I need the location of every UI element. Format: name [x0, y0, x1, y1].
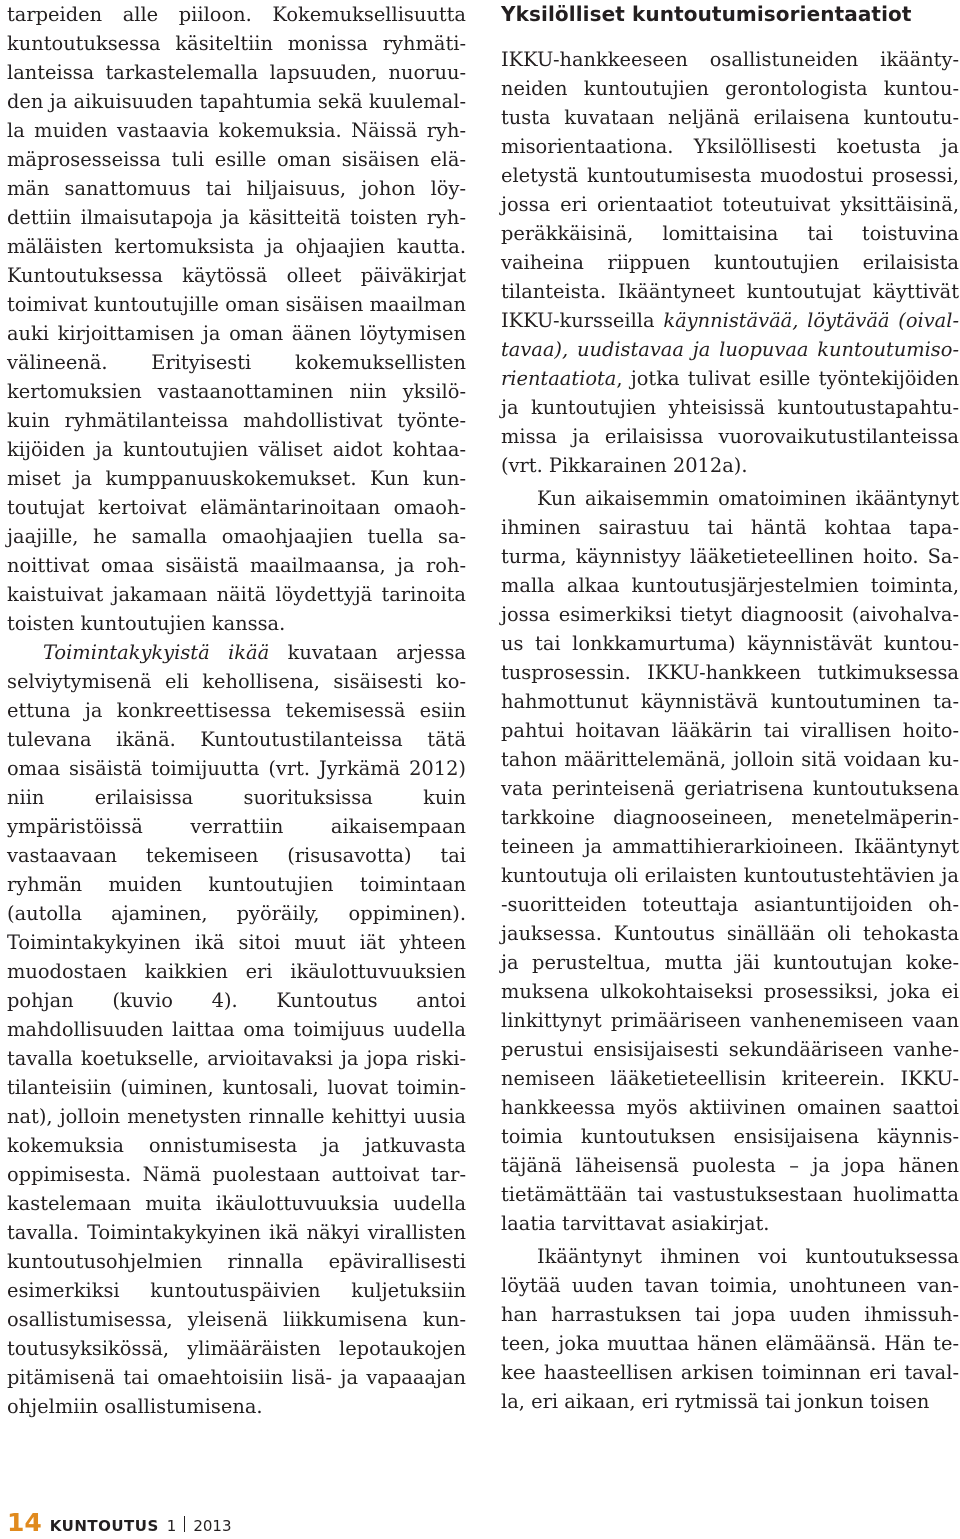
left-paragraph-1-text: tarpeiden alle piiloon. Kokemuksellisuutta kuntoutuksessa käsiteltiin monissa ryhmätilanteissa tarkastelemalla lapsuuden, nuoruuden ja aikuisuuden tapahtumia sekä kuulemalla muiden vastaavia kokemuksia. Näissä ryhmäprosesseissa tuli esille oman sisäisen elämän sanattomuus tai hiljaisuus, johon löydettiin ilmaisutapoja ja käsitteitä toisten ryhmäläisten kertomuksista ja ohjaajien kautta. Kuntoutuksessa käytössä olleet päiväkirjat toimivat kuntoutujille oman sisäisen maailman auki kirjoittamisen ja oman äänen löytymisen välineenä. Erityisesti kokemuksellisten kertomuksien vastaanottaminen niin yksilökuin ryhmätilanteissa mahdollistivat työntekijöiden ja kuntoutujien väliset aidot kohtaamiset ja kumppanuuskokemukset. Kun kuntoutujat kertoivat elämäntarinoitaan omaohjaajille, he samalla omaohjaajien tuella sanoittivat omaa sisäistä maailmaansa, ja rohkaistuivat jakamaan näitä löydettyjä tarinoita toisten kuntoutujien kanssa.	[7, 3, 466, 635]
right-paragraph-1	[501, 45, 959, 480]
right-paragraph-1-text-b: , jotka tulivat esille työntekijöiden ja kuntoutujien yhteisissä kuntoutustapahtumissa ja erilaisissa vuorovaikutustilanteissa (vrt. Pikkarainen 2012a).	[501, 367, 959, 477]
page-footer	[7, 1508, 232, 1536]
left-column	[7, 0, 466, 1421]
right-paragraph-2: Kun aikaisemmin omatoiminen ikääntynyt ihminen sairastuu tai häntä kohtaa tapaturma, käynnistyy lääketieteellinen hoito. Samalla alkaa kuntoutusjärjestelmien toiminta, jossa esimerkiksi tietyt diagnoosit (aivohalvaus tai lonkkamurtuma) käynnistävät kuntoutusprosessin. IKKU-hankkeen tutkimuksessa hahmottunut käynnistävä kuntoutuminen tapahtui hoitavan lääkärin tai virallisen hoitotahon määrittelemänä, jolloin sitä voidaan kuvata perinteisenä geriatrisena kuntoutuksena tarkkoine diagnooseineen, menetelmäperinteineen ja ammattihierarkioineen. Ikääntynyt kuntoutuja oli erilaisten kuntoutustehtävien ja -suoritteiden toteuttaja asiantuntijoiden ohjauksessa. Kuntoutus sinällään oli tehokasta ja perusteltua, mutta jäi kuntoutujan kokemuksena ulkokohtaiseksi prosessiksi, joka ei linkittynyt primääriseen vanhenemiseen vaan perustui ensisijaisesti sekundääriseen vanhenemiseen lääketieteellisin kriteerein. IKKU-hankkeessa myös aktiivinen omainen saattoi toimia kuntoutuksen ensisijaisena käynnistäjänä läheisensä puolesta – ja jopa hänen tietämättään tai vastustuksestaan huolimatta laatia tarvittavat asiakirjat.	[501, 487, 959, 1235]
right-paragraph-1-italic: käynnistävää, löytävää (oivaltavaa), uudistavaa ja luopuvaa kuntoutumisorientaatiota	[501, 309, 959, 390]
left-paragraph-2-italic: Toimintakykyistä ikää	[43, 641, 270, 664]
page-number: 14	[7, 1508, 42, 1537]
issue-number: 1	[166, 1517, 177, 1535]
right-paragraph-1-text-a: IKKU-hankkeeseen osallistuneiden ikääntyneiden kuntoutujien gerontologista kuntoutusta kuvataan neljänä erilaisena kuntoutumisorientaationa. Yksilöllisesti koetusta ja eletystä kuntoutumisesta muodostui prosessi, jossa eri orientaatiot toteutuivat yksittäisinä, peräkkäisinä, lomittaisina tai toistuvina vaiheina riippuen kuntoutujien erilaisista tilanteista. Ikääntyneet kuntoutujat käyttivät IKKU-kursseilla	[501, 48, 959, 332]
section-heading: Yksilölliset kuntoutumisorientaatiot	[501, 2, 912, 26]
journal-name: KUNTOUTUS	[49, 1517, 159, 1535]
issue-year: 2013	[193, 1517, 232, 1535]
right-column	[501, 0, 959, 1416]
left-paragraph-1	[7, 0, 466, 638]
footer-divider	[184, 1516, 185, 1532]
left-paragraph-2-text: kuvataan arjessa selviytymisenä eli kehollisena, sisäisesti koettuna ja konkreettisessa tekemisessä esiin tulevana ikänä. Kuntoutustilanteissa tätä omaa sisäistä toimijuutta (vrt. Jyrkämä 2012) niin erilaisissa suorituksissa kuin ympäristöissä verrattiin aikaisempaan vastaavaan tekemiseen (risusavotta) tai ryhmän muiden kuntoutujien toimintaan (autolla ajaminen, pyöräily, oppiminen). Toimintakykyinen ikä sitoi muut iät yhteen muodostaen kaikkien eri ikäulottuvuuksien pohjan (kuvio 4). Kuntoutus antoi mahdollisuuden laittaa oma toimijuus uudella tavalla koetukselle, arvioitavaksi ja jopa riskitilanteisiin (uiminen, kuntosali, luovat toiminnat), jolloin menetysten rinnalle kehittyi uusia kokemuksia onnistumisesta ja jatkuvasta oppimisesta. Nämä puolestaan auttoivat tarkastelemaan muita ikäulottuvuuksia uudella tavalla. Toimintakykyinen ikä näkyi virallisten kuntoutusohjelmien rinnalla epävirallisesti esimerkiksi kuntoutuspäivien kuljetuksiin osallistumisessa, yleisenä liikkumisena kuntoutusyksikössä, ylimääräisten lepotaukojen pitämisenä tai omaehtoisiin lisä- ja vapaaajan ohjelmiin osallistumisena.	[7, 641, 466, 1418]
right-paragraph-3: Ikääntynyt ihminen voi kuntoutuksessa löytää uuden tavan toimia, unohtuneen vanhan harrastuksen tai jopa uuden ihmissuhteen, joka muuttaa hänen elämäänsä. Hän tekee haasteellisen arkisen toiminnan eri tavalla, eri aikaan, eri rytmissä tai jonkun toisen	[501, 1245, 959, 1413]
left-paragraph-2	[7, 638, 466, 1421]
